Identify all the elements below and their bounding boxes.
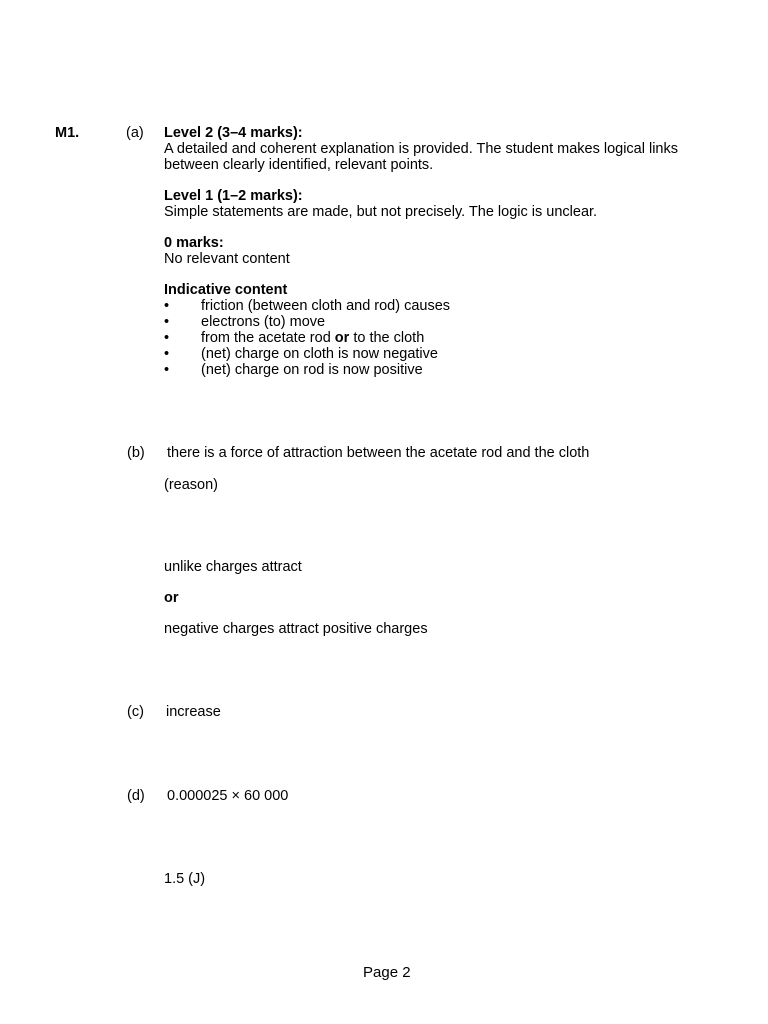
level1-line1: Simple statements are made, but not precisely. The logic is unclear.	[164, 204, 598, 220]
part-b-reason-label: (reason)	[164, 477, 218, 493]
part-c-answer: increase	[166, 704, 221, 720]
level0-line1: No relevant content	[164, 251, 290, 267]
part-b-reason1: unlike charges attract	[164, 559, 302, 575]
indicative-heading: Indicative content	[164, 282, 288, 298]
indicative-item-text-start: from the acetate rod	[201, 330, 331, 346]
indicative-item-text: friction (between cloth and rod) causes	[201, 298, 451, 314]
part-d-answer: 1.5 (J)	[164, 871, 206, 887]
part-b-answer: there is a force of attraction between the acetate rod and the cloth	[167, 445, 590, 461]
bullet-icon: •	[164, 330, 170, 346]
part-c-label: (c)	[127, 704, 144, 720]
or-keyword: or	[164, 590, 179, 606]
indicative-item-text	[201, 330, 424, 346]
part-b-label: (b)	[127, 445, 145, 461]
indicative-item-text: (net) charge on cloth is now negative	[201, 346, 438, 362]
level2-line1: A detailed and coherent explanation is provided. The student makes logical links	[164, 141, 678, 157]
indicative-item-text: electrons (to) move	[201, 314, 326, 330]
bullet-icon: •	[164, 346, 170, 362]
level2-heading: Level 2 (3–4 marks):	[164, 125, 303, 141]
part-a-label: (a)	[126, 125, 144, 141]
question-number: M1.	[55, 125, 80, 141]
or-keyword: or	[334, 330, 350, 346]
level1-heading: Level 1 (1–2 marks):	[164, 188, 303, 204]
part-d-label: (d)	[127, 788, 145, 804]
bullet-icon: •	[164, 298, 170, 314]
part-b-reason2: negative charges attract positive charges	[164, 621, 428, 637]
bullet-icon: •	[164, 314, 170, 330]
level2-line2: between clearly identified, relevant points.	[164, 157, 434, 173]
indicative-item-text: (net) charge on rod is now positive	[201, 362, 423, 378]
level0-heading: 0 marks:	[164, 235, 224, 251]
page-number: Page 2	[363, 964, 411, 981]
part-d-working: 0.000025 × 60 000	[167, 788, 289, 804]
bullet-icon: •	[164, 362, 170, 378]
indicative-item-text-end: to the cloth	[353, 330, 425, 346]
